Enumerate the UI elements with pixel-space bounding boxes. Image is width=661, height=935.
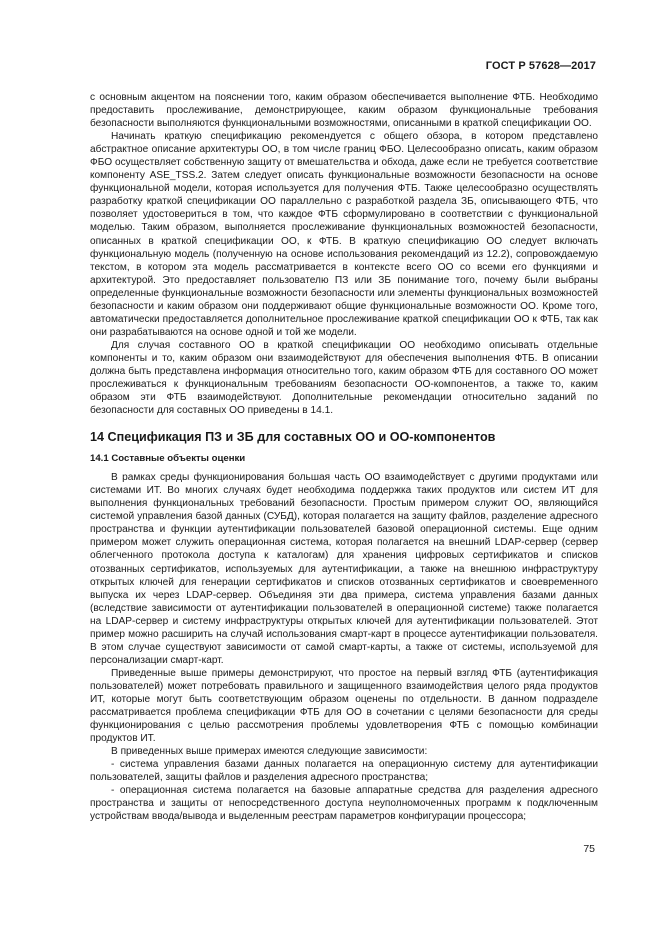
standard-code-header: ГОСТ Р 57628—2017 (485, 60, 596, 72)
paragraph: Для случая составного ОО в краткой спецификации ОО необходимо описывать отдельные компоненты и то, каким образом они взаимодействуют для обеспечения выполнения ФТБ. В описании должна быть представлена информация относительно того, каким образом ФТБ для составного ОО может прослеживаться к функциональным требованиям безопасности ОО-компонентов, а также то, каким образом эти ФТБ взаимодействуют. Дополнительные рекомендации относительно заданий по безопасности для составных ОО приведены в 14.1. (90, 339, 598, 417)
page-number: 75 (583, 843, 595, 855)
paragraph: с основным акцентом на пояснении того, каким образом обеспечивается выполнение ФТБ. Необходимо предоставить прослеживание, демонстрирующее, каким образом функциональные требования безопасности выполняются функциональными возможностями, описанными в краткой спецификации ОО. (90, 92, 598, 130)
paragraph: Приведенные выше примеры демонстрируют, что простое на первый взгляд ФТБ (аутентификация пользователей) может потребовать правильного и защищенного взаимодействия целого ряда продуктов ИТ, которые могут быть соответствующим образом оценены по отдельности. В данном подразделе рассматривается проблема спецификации ФТБ для ОО в сочетании с целями безопасности для среды функционирования с целью рассмотрения проблемы удовлетворения ФТБ с помощью комбинации продуктов ИТ. (90, 667, 598, 745)
paragraph: В рамках среды функционирования большая часть ОО взаимодействует с другими продуктами или системами ИТ. Во многих случаях будет необходима поддержка таких продуктов или систем ИТ для выполнения функциональных требований безопасности. Простым примером служит ОО, являющийся системой управления базой данных (СУБД), которая полагается на защиту файлов, разделение адресного пространства и функции аутентификации пользователей базовой операционной системы. Еще одним примером может служить операционная система, которая полагается на внешний LDAP-сервер (сервер облегченного протокола доступа к каталогам) для хранения цифровых сертификатов и списков отозванных сертификатов, используемых для аутентификации, а также на внешнюю инфраструктуру открытых ключей для генерации сертификатов и списков отозванных сертификатов и своевременного выпуска их через LDAP-сервер. Объединяя эти два примера, система управления базами данных (вследствие зависимости от аутентификации пользователей в операционной системе) также полагается на LDAP-сервер и систему инфраструктуры открытых ключей для аутентификации пользователей. Этот пример можно расширить на случай использования смарт-карт в процессе аутентификации пользователя. В этом случае существуют зависимости от самой смарт-карты, а также от системы, используемой для персонализации смарт-карт. (90, 472, 598, 666)
list-item: - система управления базами данных полагается на операционную систему для аутентификации пользователей, защиты файлов и разделения адресного пространства; (90, 759, 598, 784)
paragraph: В приведенных выше примерах имеются следующие зависимости: (111, 746, 428, 758)
subsection-heading: 14.1 Составные объекты оценки (90, 453, 246, 465)
paragraph: Начинать краткую спецификацию рекомендуется с общего обзора, в котором представлено абстрактное описание архитектуры ОО, в том числе границ ФБО. Целесообразно описать, каким образом ФБО осуществляет собственную защиту от вмешательства и обхода, даже если не требуется соответствие компоненту ASE_TSS.2. Затем следует описать функциональные возможности безопасности на основе функциональной модели, которая используется для получения ФТБ. Также целесообразно осуществлять разработку краткой спецификации ОО параллельно с разработкой раздела ЗБ, описывающего ФТБ, что позволяет удостовериться в том, что каждое ФТБ сформулировано в соответствии с функциональной моделью. Таким образом, выполняется прослеживание функциональных возможностей безопасности, описанных в краткой спецификации ОО, к ФТБ. В краткую спецификацию ОО следует включать функциональную модель (полученную на основе использования рекомендаций из 12.2), сопровождаемую текстом, в котором эта модель рассматривается в контексте всего ОО со всеми его функциями и архитектурой. Это предоставляет пользователю ПЗ или ЗБ понимание того, почему были выбраны определенные функциональные возможности безопасности или элементы функциональных возможностей безопасности и каким образом они поддерживают общие функциональные возможности ОО. Кроме того, автоматически предоставляется дополнительное прослеживание краткой спецификации ОО к ФТБ, так как они разрабатываются на основе одной и той же модели. (90, 131, 598, 338)
page-body (90, 91, 598, 823)
section-heading: 14 Спецификация ПЗ и ЗБ для составных ОО и ОО-компонентов (90, 430, 496, 445)
list-item: - операционная система полагается на базовые аппаратные средства для разделения адресного пространства и защиты от непосредственного доступа неуполномоченных программ к подключенным устройствам ввода/вывода и выделенным реестрам параметров конфигурации процессора; (90, 785, 598, 823)
